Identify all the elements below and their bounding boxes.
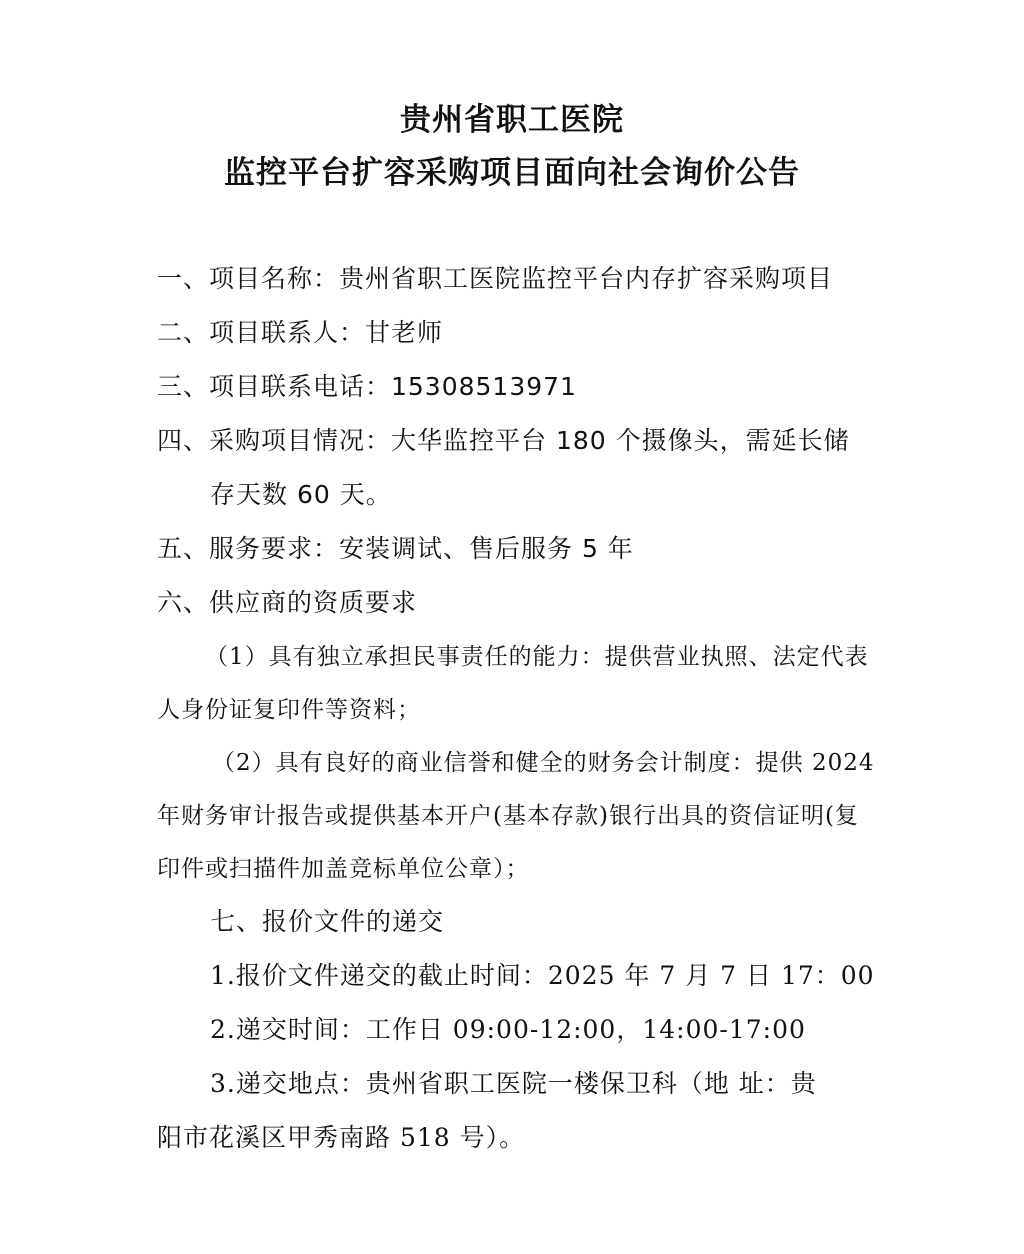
qualification-1-line-1: （1）具有独立承担民事责任的能力：提供营业执照、法定代表	[205, 644, 869, 670]
qualification-2-line-2: 年财务审计报告或提供基本开户(基本存款)银行出具的资信证明(复	[157, 803, 859, 829]
qualification-1-line-2: 人身份证复印件等资料；	[157, 697, 421, 723]
title-line-1: 贵州省职工医院	[400, 102, 624, 138]
submission-location-line-2: 阳市花溪区甲秀南路 518 号）。	[157, 1123, 526, 1152]
item-contact: 二、项目联系人：甘老师	[157, 318, 444, 347]
item-phone: 三、项目联系电话：15308513971	[157, 372, 577, 401]
item-project-name: 一、项目名称：贵州省职工医院监控平台内存扩容采购项目	[157, 264, 834, 293]
item-situation-line-2: 存天数 60 天。	[210, 480, 392, 509]
item-qualification-heading: 六、供应商的资质要求	[157, 588, 418, 617]
title-line-2: 监控平台扩容采购项目面向社会询价公告	[224, 155, 800, 191]
submission-location-line-1: 3.递交地点：贵州省职工医院一楼保卫科（地 址：贵	[210, 1069, 817, 1098]
submission-heading: 七、报价文件的递交	[210, 907, 445, 936]
submission-time: 2.递交时间：工作日 09:00-12:00，14:00-17:00	[210, 1015, 806, 1044]
qualification-2-line-3: 印件或扫描件加盖竞标单位公章）；	[157, 856, 530, 882]
item-service: 五、服务要求：安装调试、售后服务 5 年	[157, 534, 634, 563]
item-situation-line-1: 四、采购项目情况：大华监控平台 180 个摄像头，需延长储	[157, 426, 850, 455]
qualification-2-line-1: （2）具有良好的商业信誉和健全的财务会计制度：提供 2024	[212, 750, 875, 776]
submission-deadline: 1.报价文件递交的截止时间：2025 年 7 月 7 日 17：00	[210, 961, 875, 990]
